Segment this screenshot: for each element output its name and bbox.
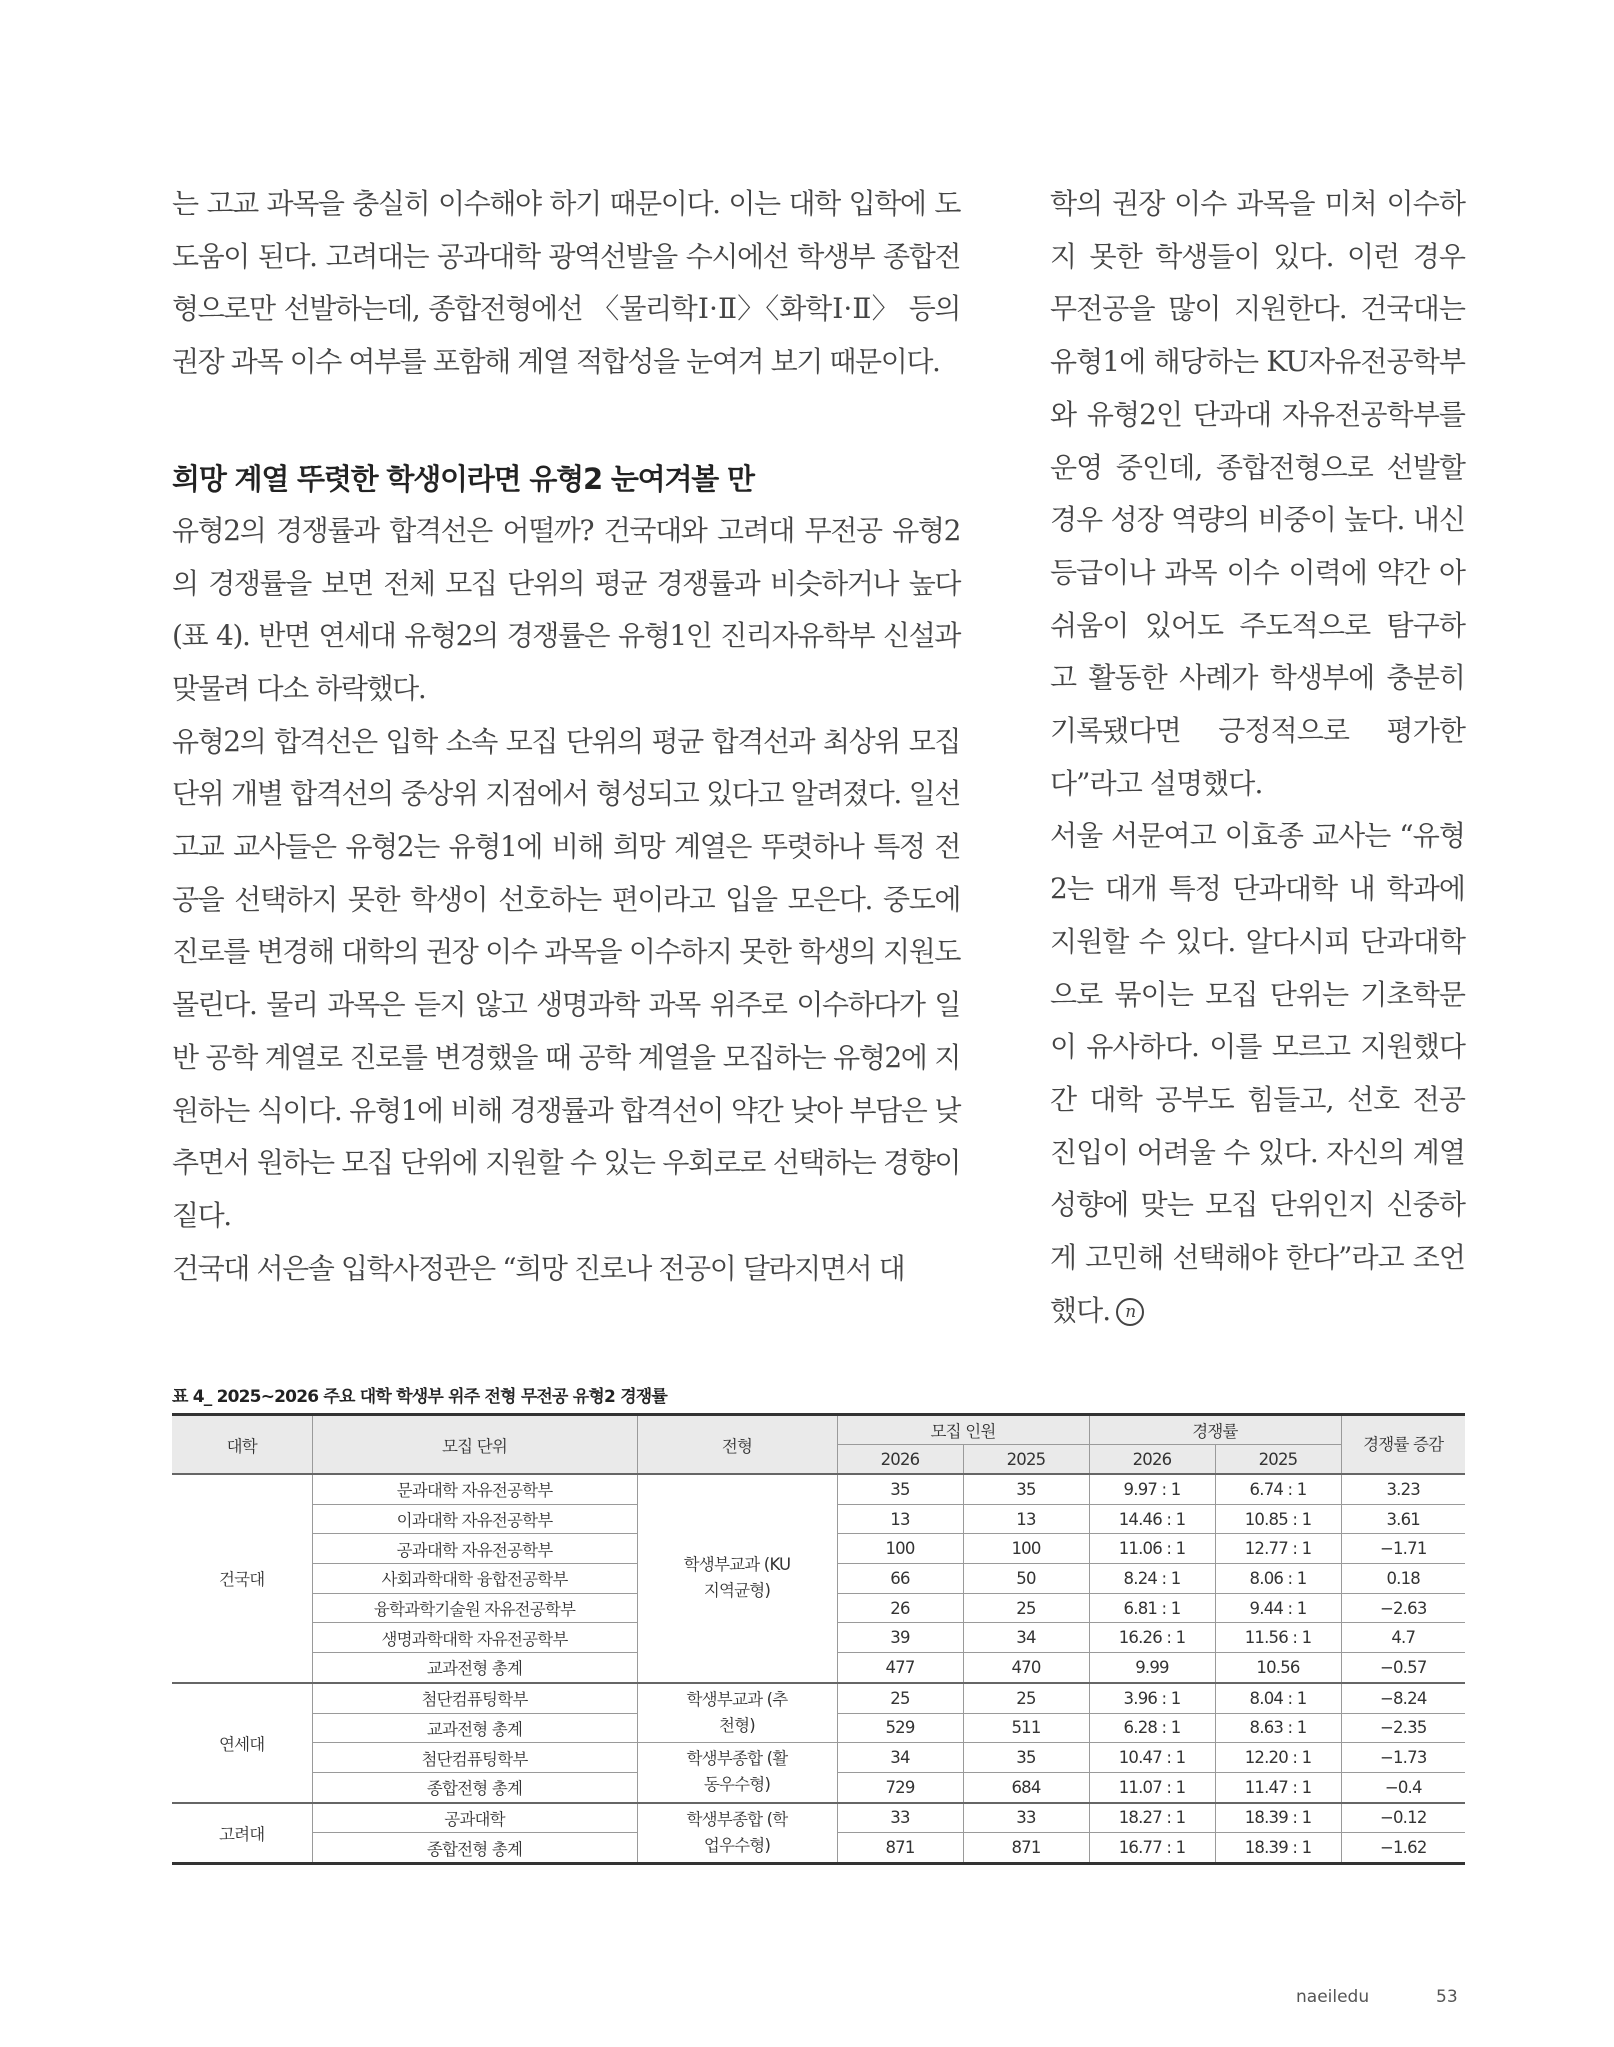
quota-2026-cell: 26 xyxy=(837,1593,963,1623)
change-cell: −1.62 xyxy=(1341,1833,1465,1864)
header-unit: 모집 단위 xyxy=(312,1415,637,1475)
rate-2025-cell: 12.20 : 1 xyxy=(1215,1743,1341,1773)
rate-2026-cell: 3.96 : 1 xyxy=(1089,1683,1215,1713)
header-rate-2025: 2025 xyxy=(1215,1445,1341,1475)
unit-cell: 문과대학 자유전공학부 xyxy=(312,1474,637,1504)
change-cell: −0.4 xyxy=(1341,1772,1465,1802)
admission-cell: 학생부종합 (활동우수형) xyxy=(637,1743,837,1803)
quota-2025-cell: 35 xyxy=(963,1474,1089,1504)
rate-2025-cell: 11.56 : 1 xyxy=(1215,1623,1341,1653)
header-university: 대학 xyxy=(172,1415,312,1475)
table-row xyxy=(172,1683,1465,1713)
header-rate: 경쟁률 xyxy=(1089,1415,1341,1445)
body-paragraph: 유형2의 합격선은 입학 소속 모집 단위의 평균 합격선과 최상위 모집 단위 개별 합격선의 중상위 지점에서 형성되고 있다고 알려졌다. 일선 고교 교사들은 유형2는 유형1에 비해 희망 계열은 뚜렷하나 특정 전공을 선택하지 못한 학생이 선호하는 편이라고 입을 모은다. 중도에 진로를 변경해 대학의 권장 이수 과목을 이수하지 못한 학생의 지원도 몰린다. 물리 과목은 듣지 않고 생명과학 과목 위주로 이수하다가 일반 공학 계열로 진로를 변경했을 때 공학 계열을 모집하는 유형2에 지원하는 식이다. 유형1에 비해 경쟁률과 합격선이 약간 낮아 부담은 낮추면서 원하는 모집 단위에 지원할 수 있는 우회로로 선택하는 경향이 짙다. xyxy=(172,724,960,1232)
quota-2026-cell: 39 xyxy=(837,1623,963,1653)
unit-cell: 종합전형 총계 xyxy=(312,1833,637,1864)
rate-2025-cell: 10.85 : 1 xyxy=(1215,1504,1341,1534)
rate-2025-cell: 18.39 : 1 xyxy=(1215,1833,1341,1864)
change-cell: −1.71 xyxy=(1341,1534,1465,1564)
quota-2025-cell: 25 xyxy=(963,1593,1089,1623)
unit-cell: 첨단컴퓨팅학부 xyxy=(312,1743,637,1773)
header-change: 경쟁률 증감 xyxy=(1341,1415,1465,1475)
university-cell: 고려대 xyxy=(172,1803,312,1864)
rate-2026-cell: 6.81 : 1 xyxy=(1089,1593,1215,1623)
admission-cell: 학생부교과 (추천형) xyxy=(637,1683,837,1743)
unit-cell: 사회과학대학 융합전공학부 xyxy=(312,1564,637,1594)
unit-cell: 공과대학 xyxy=(312,1803,637,1833)
rate-2026-cell: 9.99 xyxy=(1089,1653,1215,1683)
change-cell: −2.35 xyxy=(1341,1713,1465,1743)
rate-2025-cell: 12.77 : 1 xyxy=(1215,1534,1341,1564)
quota-2026-cell: 100 xyxy=(837,1534,963,1564)
quota-2026-cell: 34 xyxy=(837,1743,963,1773)
admission-cell: 학생부교과 (KU지역균형) xyxy=(637,1474,837,1683)
rate-2026-cell: 6.28 : 1 xyxy=(1089,1713,1215,1743)
change-cell: −8.24 xyxy=(1341,1683,1465,1713)
section-subheading: 희망 계열 뚜렷한 학생이라면 유형2 눈여겨볼 만 xyxy=(172,461,754,496)
body-paragraph: 는 고교 과목을 충실히 이수해야 하기 때문이다. 이는 대학 입학에 도 도움이 된다. 고려대는 공과대학 광역선발을 수시에선 학생부 종합전형으로만 선발하는데, 종합전형에선 〈물리학Ⅰ·Ⅱ〉〈화학Ⅰ·Ⅱ〉 등의 권장 과목 이수 여부를 포함해 계열 적합성을 눈여겨 보기 때문이다. xyxy=(172,187,960,379)
header-quota: 모집 인원 xyxy=(837,1415,1089,1445)
rate-2026-cell: 10.47 : 1 xyxy=(1089,1743,1215,1773)
change-cell: −0.57 xyxy=(1341,1653,1465,1683)
table-row xyxy=(172,1803,1465,1833)
body-paragraph: 건국대 서은솔 입학사정관은 “희망 진로나 전공이 달라지면서 대 xyxy=(172,1251,905,1285)
rate-2025-cell: 6.74 : 1 xyxy=(1215,1474,1341,1504)
rate-2025-cell: 8.63 : 1 xyxy=(1215,1713,1341,1743)
change-cell: −1.73 xyxy=(1341,1743,1465,1773)
rate-2026-cell: 8.24 : 1 xyxy=(1089,1564,1215,1594)
footer-brand: naeiledu xyxy=(1296,1987,1370,2007)
end-mark-icon: n xyxy=(1116,1298,1144,1326)
quota-2026-cell: 871 xyxy=(837,1833,963,1864)
right-column xyxy=(1050,178,1465,1337)
unit-cell: 교과전형 총계 xyxy=(312,1653,637,1683)
unit-cell: 첨단컴퓨팅학부 xyxy=(312,1683,637,1713)
table-header xyxy=(172,1415,1465,1475)
rate-2025-cell: 11.47 : 1 xyxy=(1215,1772,1341,1802)
university-cell: 연세대 xyxy=(172,1683,312,1803)
rate-2025-cell: 18.39 : 1 xyxy=(1215,1803,1341,1833)
header-admission: 전형 xyxy=(637,1415,837,1475)
quota-2025-cell: 35 xyxy=(963,1743,1089,1773)
quota-2026-cell: 529 xyxy=(837,1713,963,1743)
quota-2026-cell: 35 xyxy=(837,1474,963,1504)
header-quota-2026: 2026 xyxy=(837,1445,963,1475)
unit-cell: 공과대학 자유전공학부 xyxy=(312,1534,637,1564)
unit-cell: 생명과학대학 자유전공학부 xyxy=(312,1623,637,1653)
table-row xyxy=(172,1474,1465,1504)
quota-2025-cell: 33 xyxy=(963,1803,1089,1833)
change-cell: 0.18 xyxy=(1341,1564,1465,1594)
rate-2026-cell: 14.46 : 1 xyxy=(1089,1504,1215,1534)
unit-cell: 종합전형 총계 xyxy=(312,1772,637,1802)
body-paragraph: 학의 권장 이수 과목을 미처 이수하지 못한 학생들이 있다. 이런 경우 무전공을 많이 지원한다. 건국대는 유형1에 해당하는 KU자유전공학부와 유형2인 단과대 자유전공학부를 운영 중인데, 종합전형으로 선발할 경우 성장 역량의 비중이 높다. 내신 등급이나 과목 이수 이력에 약간 아쉬움이 있어도 주도적으로 탐구하고 활동한 사례가 학생부에 충분히 기록됐다면 긍정적으로 평가한다”라고 설명했다. xyxy=(1050,187,1465,800)
admission-cell: 학생부종합 (학업우수형) xyxy=(637,1803,837,1864)
quota-2025-cell: 50 xyxy=(963,1564,1089,1594)
quota-2025-cell: 34 xyxy=(963,1623,1089,1653)
quota-2026-cell: 13 xyxy=(837,1504,963,1534)
body-paragraph: 유형2의 경쟁률과 합격선은 어떨까? 건국대와 고려대 무전공 유형2의 경쟁률을 보면 전체 모집 단위의 평균 경쟁률과 비슷하거나 높다(표 4). 반면 연세대 유형2의 경쟁률은 유형1인 진리자유학부 신설과 맞물려 다소 하락했다. xyxy=(172,513,960,705)
change-cell: −0.12 xyxy=(1341,1803,1465,1833)
quota-2025-cell: 871 xyxy=(963,1833,1089,1864)
rate-2026-cell: 16.26 : 1 xyxy=(1089,1623,1215,1653)
table-body xyxy=(172,1474,1465,1863)
quota-2025-cell: 511 xyxy=(963,1713,1089,1743)
quota-2025-cell: 13 xyxy=(963,1504,1089,1534)
rate-2026-cell: 9.97 : 1 xyxy=(1089,1474,1215,1504)
quota-2026-cell: 33 xyxy=(837,1803,963,1833)
page-number: 53 xyxy=(1436,1987,1458,2007)
quota-2026-cell: 477 xyxy=(837,1653,963,1683)
header-rate-2026: 2026 xyxy=(1089,1445,1215,1475)
quota-2025-cell: 25 xyxy=(963,1683,1089,1713)
rate-2025-cell: 10.56 xyxy=(1215,1653,1341,1683)
quota-2025-cell: 684 xyxy=(963,1772,1089,1802)
body-paragraph xyxy=(1050,810,1465,1337)
quota-2026-cell: 729 xyxy=(837,1772,963,1802)
change-cell: 4.7 xyxy=(1341,1623,1465,1653)
competition-rate-table xyxy=(172,1413,1465,1865)
university-cell: 건국대 xyxy=(172,1474,312,1683)
change-cell: 3.23 xyxy=(1341,1474,1465,1504)
unit-cell: 교과전형 총계 xyxy=(312,1713,637,1743)
rate-2025-cell: 8.04 : 1 xyxy=(1215,1683,1341,1713)
header-quota-2025: 2025 xyxy=(963,1445,1089,1475)
rate-2026-cell: 16.77 : 1 xyxy=(1089,1833,1215,1864)
change-cell: −2.63 xyxy=(1341,1593,1465,1623)
rate-2025-cell: 9.44 : 1 xyxy=(1215,1593,1341,1623)
quota-2026-cell: 66 xyxy=(837,1564,963,1594)
quota-2026-cell: 25 xyxy=(837,1683,963,1713)
rate-2026-cell: 11.06 : 1 xyxy=(1089,1534,1215,1564)
change-cell: 3.61 xyxy=(1341,1504,1465,1534)
unit-cell: 융학과학기술원 자유전공학부 xyxy=(312,1593,637,1623)
table-row xyxy=(172,1743,1465,1773)
rate-2026-cell: 11.07 : 1 xyxy=(1089,1772,1215,1802)
unit-cell: 이과대학 자유전공학부 xyxy=(312,1504,637,1534)
table-caption: 표 4_ 2025~2026 주요 대학 학생부 위주 전형 무전공 유형2 경쟁률 xyxy=(172,1387,668,1407)
quote-text: 서울 서문여고 이효종 교사는 “유형2는 대개 특정 단과대학 내 학과에 지원할 수 있다. 알다시피 단과대학으로 묶이는 모집 단위는 기초학문이 유사하다. 이를 모르고 지원했다간 대학 공부도 힘들고, 선호 전공 진입이 어려울 수 있다. 자신의 계열 성향에 맞는 모집 단위인지 신중하게 고민해 선택해야 한다”라고 조언했다. xyxy=(1050,819,1465,1327)
rate-2025-cell: 8.06 : 1 xyxy=(1215,1564,1341,1594)
quota-2025-cell: 470 xyxy=(963,1653,1089,1683)
quota-2025-cell: 100 xyxy=(963,1534,1089,1564)
rate-2026-cell: 18.27 : 1 xyxy=(1089,1803,1215,1833)
left-column xyxy=(172,178,960,1295)
